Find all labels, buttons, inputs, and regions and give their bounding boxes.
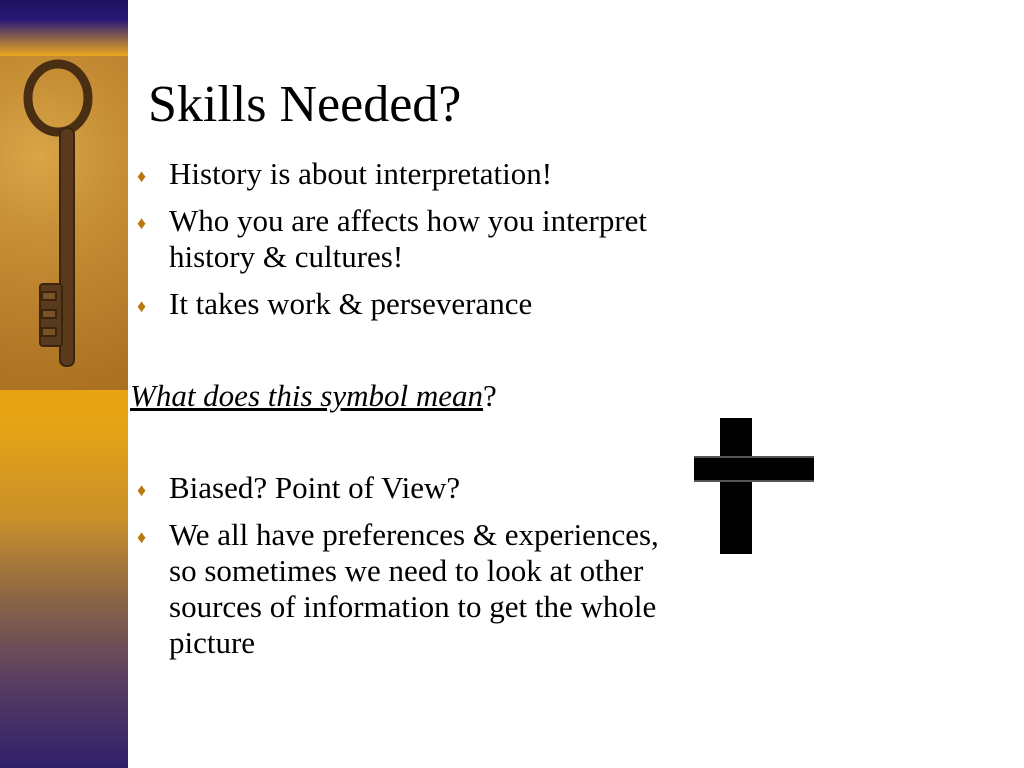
question-mark: ? <box>483 378 497 413</box>
list-item <box>134 156 674 192</box>
diamond-bullet-icon: ♦ <box>137 527 147 547</box>
diamond-bullet-icon: ♦ <box>137 480 147 500</box>
bullet-list-bottom <box>134 470 674 672</box>
symbol-question <box>130 376 497 416</box>
diamond-bullet-icon: ♦ <box>137 296 147 316</box>
bullet-list-top <box>134 156 674 333</box>
diamond-bullet-icon: ♦ <box>137 213 147 233</box>
question-text: What does this symbol mean <box>130 378 484 413</box>
bullet-text: History is about interpretation! <box>169 156 553 191</box>
key-photo <box>0 56 128 390</box>
list-item <box>134 286 674 322</box>
list-item <box>134 203 674 275</box>
bullet-text: Biased? Point of View? <box>169 470 461 505</box>
slide-title: Skills Needed? <box>148 76 462 133</box>
bullet-text: Who you are affects how you interpret history & cultures! <box>169 203 648 274</box>
bullet-text: It takes work & perseverance <box>169 286 533 321</box>
key-icon <box>0 56 128 390</box>
bullet-text: We all have preferences & experiences, so sometimes we need to look at other sources of information to get the whole picture <box>169 517 659 660</box>
diamond-bullet-icon: ♦ <box>137 166 147 186</box>
cross-icon <box>692 416 816 556</box>
list-item <box>134 470 674 506</box>
list-item <box>134 517 674 661</box>
